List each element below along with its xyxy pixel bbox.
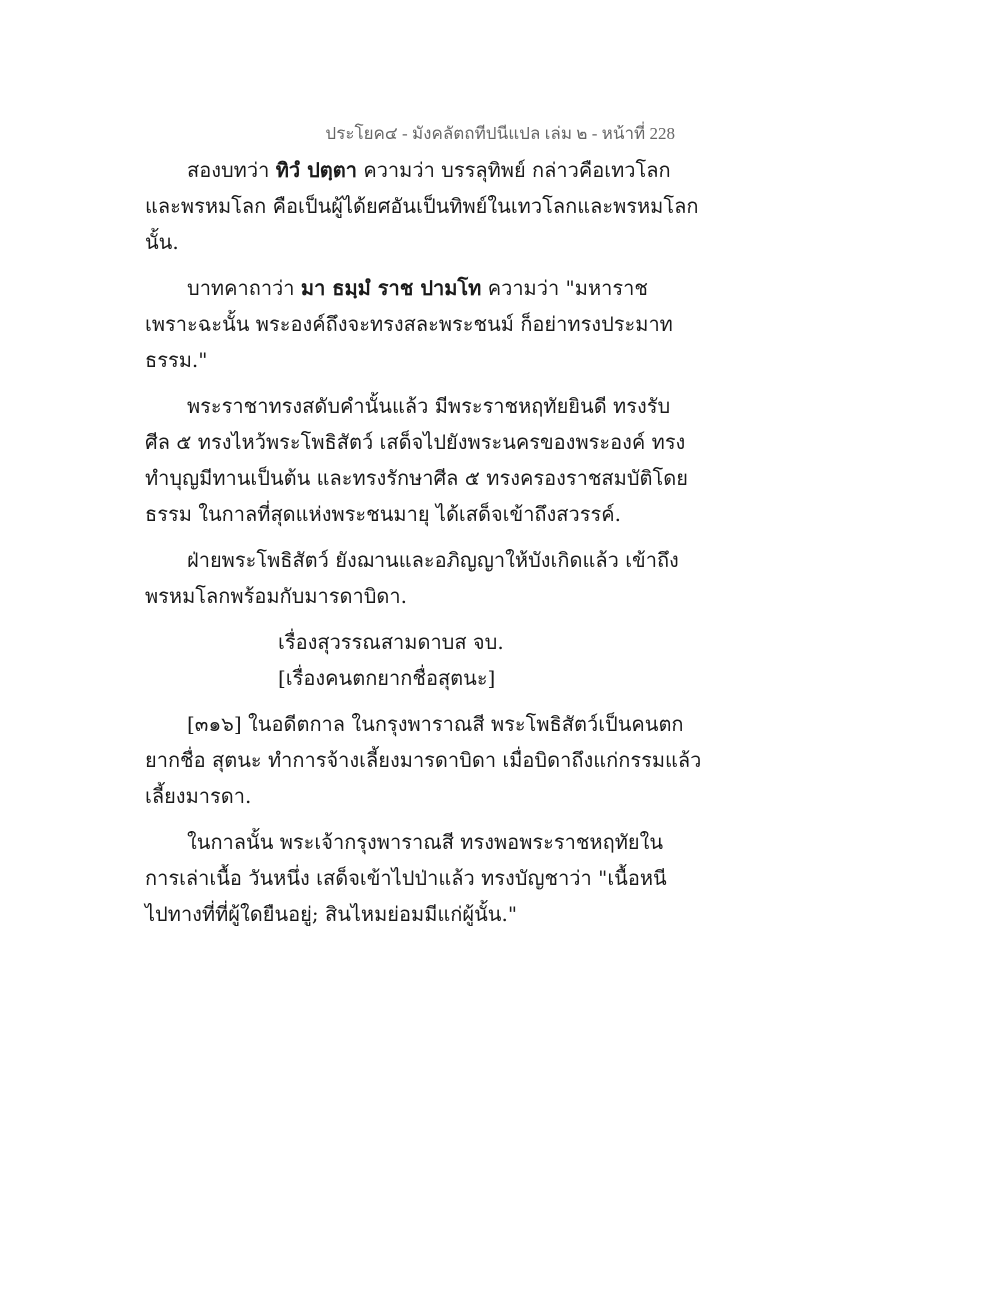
pali-term: มา ธมฺมํ ราช ปามโท — [300, 276, 482, 300]
text-line: ธรรม." — [145, 348, 208, 372]
text-line: สองบทว่า ทิวํ ปตฺตา ความว่า บรรลุทิพย์ กล่าวคือเทวโลก — [187, 158, 671, 182]
story-end-title: เรื่องสุวรรณสามดาบส จบ. — [278, 630, 504, 654]
text-line: ทำบุญมีทานเป็นต้น และทรงรักษาศีล ๕ ทรงครองราชสมบัติโดย — [145, 466, 688, 490]
text-line: นั้น. — [145, 230, 179, 254]
text-line: พระราชาทรงสดับคำนั้นแล้ว มีพระราชหฤทัยยินดี ทรงรับ — [187, 394, 671, 418]
text-line: เพราะฉะนั้น พระองค์ถึงจะทรงสละพระชนม์ ก็อย่าทรงประมาท — [145, 312, 673, 336]
text-line: และพรหมโลก คือเป็นผู้ได้ยศอันเป็นทิพย์ในเทวโลกและพรหมโลก — [145, 194, 699, 218]
page-body — [145, 152, 845, 932]
story-titles — [145, 624, 845, 696]
paragraph — [145, 824, 845, 932]
text-line: [๓๑๖] ในอดีตกาล ในกรุงพาราณสี พระโพธิสัตว์เป็นคนตก — [187, 712, 684, 736]
text-line: ธรรม ในกาลที่สุดแห่งพระชนมายุ ได้เสด็จเข้าถึงสวรรค์. — [145, 502, 621, 526]
text-line: การเล่าเนื้อ วันหนึ่ง เสด็จเข้าไปป่าแล้ว ทรงบัญชาว่า "เนื้อหนี — [145, 866, 667, 890]
text-line: ยากชื่อ สุตนะ ทำการจ้างเลี้ยงมารดาบิดา เมื่อบิดาถึงแก่กรรมแล้ว — [145, 748, 702, 772]
text-line: บาทคาถาว่า มา ธมฺมํ ราช ปามโท ความว่า "มหาราช — [187, 276, 648, 300]
paragraph — [145, 388, 845, 532]
text-line: ไปทางที่ที่ผู้ใดยืนอยู่; สินไหมย่อมมีแก่ผู้นั้น." — [145, 902, 518, 926]
paragraph — [145, 152, 845, 260]
story-start-title: [เรื่องคนตกยากชื่อสุตนะ] — [278, 666, 496, 690]
text-line: ศีล ๕ ทรงไหว้พระโพธิสัตว์ เสด็จไปยังพระนครของพระองค์ ทรง — [145, 430, 686, 454]
text-line: เลี้ยงมารดา. — [145, 784, 252, 808]
text-line: ในกาลนั้น พระเจ้ากรุงพาราณสี ทรงพอพระราชหฤทัยใน — [187, 830, 664, 854]
text-line: พรหมโลกพร้อมกับมารดาบิดา. — [145, 584, 407, 608]
page-header: ประโยค๔ - มังคลัตถทีปนีแปล เล่ม ๒ - หน้าที่ 228 — [325, 124, 675, 143]
paragraph — [145, 542, 845, 614]
text-line: ฝ่ายพระโพธิสัตว์ ยังฌานและอภิญญาให้บังเกิดแล้ว เข้าถึง — [187, 548, 679, 572]
paragraph — [145, 270, 845, 378]
pali-term: ทิวํ ปตฺตา — [275, 158, 357, 182]
paragraph — [145, 706, 845, 814]
